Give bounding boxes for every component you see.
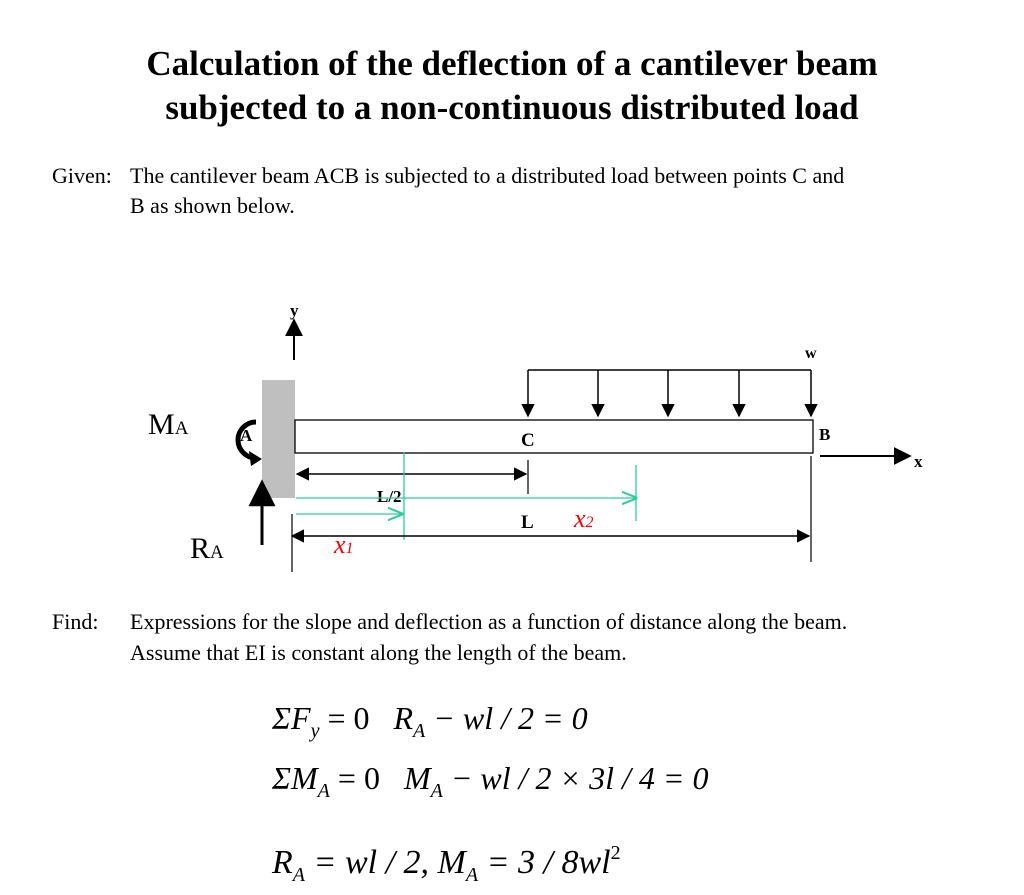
length-label: L — [521, 512, 534, 533]
equation-reactions: $R_A$ = wl / 2, $M_A = 3 / 8wl^2$ — [272, 842, 621, 886]
page-title-line-1: Calculation of the deflection of a cantilever beam — [146, 44, 878, 83]
x-axis-label: x — [914, 452, 923, 471]
given-text-line-1: The cantilever beam ACB is subjected to a distributed load between points C and — [130, 163, 845, 188]
load-label: w — [805, 345, 817, 362]
half-length-label: L/2 — [377, 487, 402, 506]
x1-label: x1 — [334, 530, 354, 559]
point-a-label: A — [240, 426, 253, 445]
equation-force-balance: $\Sigma F_y = 0$ $R_A$ − wl / 2 = 0 — [272, 700, 588, 742]
find-text-line-1: Expressions for the slope and deflection as a function of distance along the beam. — [130, 609, 848, 634]
x2-label: x2 — [574, 504, 594, 533]
page-title-line-2: subjected to a non-continuous distributed load — [165, 88, 859, 127]
y-axis-label: y — [290, 301, 299, 320]
equation-moment-balance: $\Sigma M_A = 0$ $M_A$ − wl / 2 × 3l / 4 = 0 — [272, 760, 709, 802]
fixed-support-wall — [262, 380, 295, 498]
given-label: Given: — [52, 163, 112, 188]
beam — [295, 420, 813, 453]
moment-label: MA — [148, 408, 189, 441]
point-c-label: C — [521, 430, 535, 451]
moment-arrow-head — [249, 451, 262, 466]
point-b-label: B — [819, 425, 831, 444]
given-text-line-2: B as shown below. — [130, 193, 295, 218]
find-text-line-2: Assume that EI is constant along the length of the beam. — [130, 640, 627, 665]
reaction-label: RA — [190, 532, 224, 565]
find-label: Find: — [52, 609, 99, 634]
